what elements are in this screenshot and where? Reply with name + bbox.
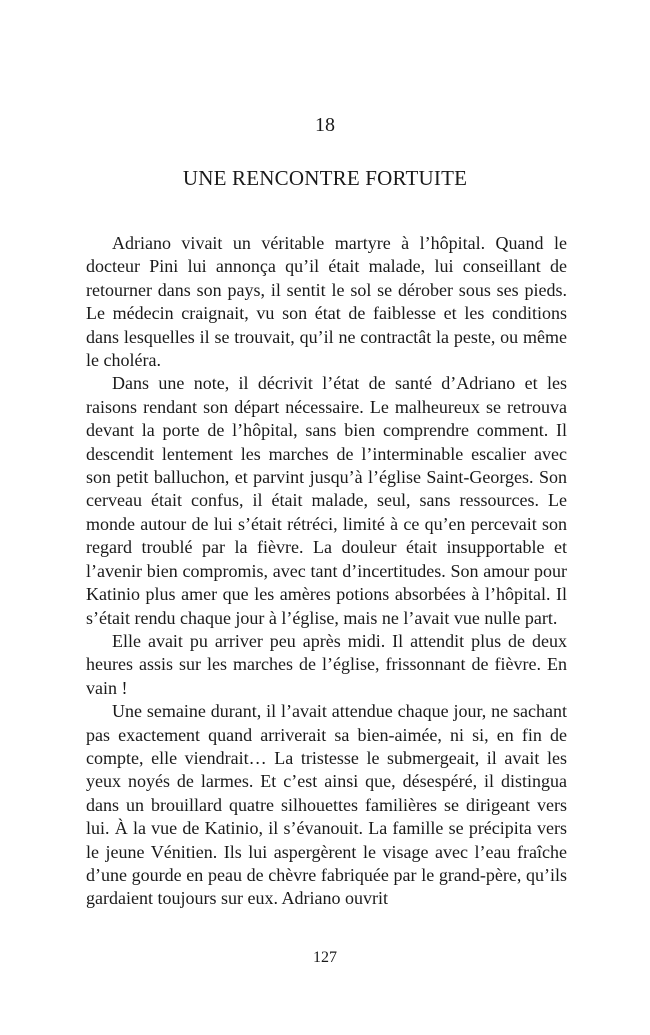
chapter-body (86, 232, 567, 911)
paragraph: Une semaine durant, il l’avait attendue chaque jour, ne sachant pas exactement quand arriverait sa bien-aimée, ni si, en fin de compte, elle viendrait… La tristesse le submergeait, il avait les yeux noyés de larmes. Et c’est ainsi que, désespéré, il distingua dans un brouillard quatre silhouettes familières se dirigeant vers lui. À la vue de Katinio, il s’évanouit. La famille se précipita vers le jeune Vénitien. Ils lui aspergèrent le visage avec l’eau fraîche d’une gourde en peau de chèvre fabriquée par le grand-père, qu’ils gardaient toujours sur eux. Adriano ouvrit (86, 701, 567, 909)
paragraph: Adriano vivait un véritable martyre à l’hôpital. Quand le docteur Pini lui annonça qu’il était malade, lui conseillant de retourner dans son pays, il sentit le sol se dérober sous ses pieds. Le médecin craignait, vu son état de faiblesse et les conditions dans lesquelles il se trouvait, qu’il ne contractât la peste, ou même le choléra. (86, 233, 567, 371)
paragraph: Elle avait pu arriver peu après midi. Il attendit plus de deux heures assis sur les marches de l’église, frissonnant de fièvre. En vain ! (86, 630, 567, 698)
page-number: 127 (313, 949, 337, 966)
chapter-number: 18 (315, 114, 335, 136)
chapter-title: UNE RENCONTRE FORTUITE (182, 166, 468, 190)
paragraph: Dans une note, il décrivit l’état de santé d’Adriano et les raisons rendant son départ nécessaire. Le malheureux se retrouva devant la porte de l’hôpital, sans bien comprendre comment. Il descendit lentement les marches de l’interminable escalier avec son petit balluchon, et parvint jusqu’à l’église Saint-Georges. Son cerveau était confus, il était malade, seul, sans ressources. Le monde autour de lui s’était rétréci, limité à ce qu’en percevait son regard troublé par la fièvre. La douleur était insupportable et l’avenir bien compromis, avec tant d’incertitudes. Son amour pour Katinio plus amer que les amères potions absorbées à l’hôpital. Il s’était rendu chaque jour à l’église, mais ne l’avait vue nulle part. (86, 373, 567, 628)
